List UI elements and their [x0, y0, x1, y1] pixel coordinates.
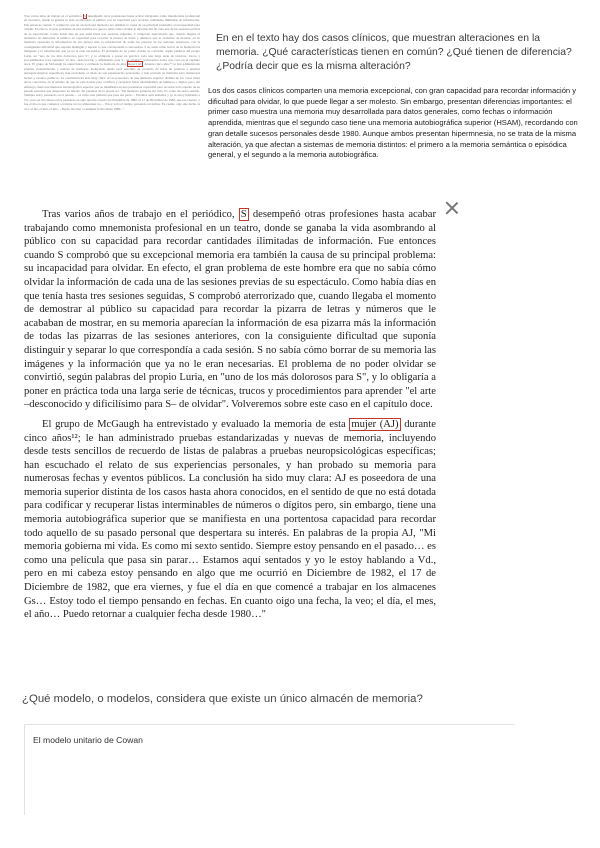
close-icon[interactable] [444, 200, 460, 216]
scan-p2-pre: El grupo de McGaugh ha entrevistado y evaluado la memoria de esta [42, 418, 350, 430]
thumb-text-1-post: desempeñó otras profesiones hasta acabar trabajando como mnemonista profesional en un teatro, donde se ganaba la vida asombrando al público con su capacidad para recordar cantidades ilimitadas de información. Fue entonces cuando S comprobó que su excepcional memoria era también la causa de su principal problema: su incapacidad para olvidar. En efecto, el gran problema de este hombre era que no sabía cómo olvidar la información de cada una de las sesiones previas de su espectáculo. Como había días en que tenía hasta tres sesiones seguidas, S comprobó aterrorizado que, cuando llegaba el momento de demostrar al público su capacidad para recordar la pizarra de letras y números que le acababan de mostrar, en su memoria aparecían la información de esa pizarra más la información de todas las pizarras de las sesiones anteriores, con la consiguiente dificultad que suponía distinguir y separar lo que correspondía a cada sesión. S no sabía cómo borrar de su memoria las imágenes y la información que ya no le eran necesarias. El problema de no poder olvidar se convirtió, según palabras del propio Luria, en "uno de los más dolorosos para S", y lo obligaría a poner en práctica toda una larga serie de técnicas, trucos y procedimientos para aprender "el arte –desconocido y dificilísimo para S– de olvidar". Volveremos sobre este caso en el capítulo doce. [24, 14, 200, 67]
thumb-mark-s: S [84, 14, 86, 18]
question-bottom: ¿Qué modelo, o modelos, considera que existe un único almacén de memoria? [22, 693, 423, 705]
scan-paragraph-1 [24, 208, 436, 412]
thumb-text-2-post: durante cinco años¹²; le han administrado pruebas estandarizadas y nuevas de memoria, incluyendo desde tests sencillos de recuerdo de listas de palabras a pruebas neuropsicológicas específicas; han escuchado el relato de sus experiencias personales, y han probado su memoria para numerosas fechas y eventos públicos. La conclusión ha sido muy clara: AJ es poseedora de una memoria superior distinta de los casos hasta ahora conocidos, en el sentido de que no está dotada para codificar y recuperar listas interminables de números o dígitos pero, sin embargo, tiene una memoria autobiográfica superior que se manifiesta en una portentosa capacidad para recordar todo aquello de su pasado personal que despertara su interés. En palabras de la propia AJ, "Mi memoria gobierna mi vida. Es como mi sexto sentido. Siempre estoy pensando en el pasado… es como una película que pasa sin parar… Estamos aquí sentados y yo le estoy hablando a Vd., pero en mi cabeza estoy pensando en algo que me ocurrió en Diciembre de 1982, el 17 de Diciembre de 1982, que era viernes, y fue el día en que comencé a trabajar en los almacenes Gs… Estoy todo el tiempo pensando en fechas. En cuanto oigo una fecha, la veo; el día, el mes, el año… Puedo retornar a cualquier fecha desde 1980…" [24, 62, 200, 111]
scan-p1-post: desempeñó otras profesiones hasta acabar trabajando como mnemonista profesional en un teatro, donde se ganaba la vida asombrando al público con su capacidad para recordar cantidades ilimitadas de información. Fue entonces cuando S comprobó que su excepcional memoria era también la causa de su principal problema: su incapacidad para olvidar. En efecto, el gran problema de este hombre era que no sabía cómo olvidar la información de cada una de las sesiones previas de su espectáculo. Como había días en que tenía hasta tres sesiones seguidas, S comprobó aterrorizado que, cuando llegaba el momento de demostrar al público su capacidad para recordar la pizarra de letras y números que le acababan de mostrar, en su memoria aparecían la información de esa pizarra más la información de todas las pizarras de las sesiones anteriores, con la consiguiente dificultad que suponía distinguir y separar lo que correspondía a cada sesión. S no sabía cómo borrar de su memoria las imágenes y la información que ya no le eran necesarias. El problema de no poder olvidar se convirtió, según palabras del propio Luria, en "uno de los más dolorosos para S", y lo obligaría a poner en práctica toda una larga serie de técnicas, trucos y procedimientos para aprender "el arte –desconocido y dificilísimo para S– de olvidar". Volveremos sobre este caso en el capítulo doce. [24, 209, 436, 411]
thumb-text-2-pre: El grupo de McGaugh ha entrevistado y evaluado la memoria de esta [32, 62, 127, 67]
scan-p1-pre: Tras varios años de trabajo en el periódico, [42, 209, 239, 220]
page-thumbnail [24, 14, 200, 200]
question-top: En en el texto hay dos casos clínicos, que muestran alteraciones en la memoria. ¿Qué características tienen en común? ¿Qué tienen de diferencia? ¿Podría decir que es la misma alteración? [216, 33, 572, 72]
answer-top: Los dos casos clínicos comparten una memoria excepcional, con gran capacidad para recordar información y dificultad para olvidar, lo que puede llegar a ser molesto. Sin embargo, presentan diferencias importantes: el primer caso muestra una memoria muy desarrollada para datos generales, como fechas o información aprendida, mientras que el segundo caso tiene una memoria autobiográfica superior (HSAM), recordando con gran detalle sucesos personales desde 1980. Aunque ambos presentan hipermnesia, no se trata de la misma alteración, ya que afectan a sistemas de memoria distintos: el primero a la memoria semántica o episódica general, y el segundo a la memoria autobiográfica. [208, 86, 578, 160]
scan-paragraph-2 [24, 418, 436, 622]
answer-bottom-text: El modelo unitario de Cowan [33, 735, 143, 745]
answer-textbox[interactable] [24, 724, 515, 815]
thumb-text-1-pre: Tras varios años de trabajo en el periódico, [24, 14, 84, 18]
scan-p2-post: durante cinco años¹²; le han administrado pruebas estandarizadas y nuevas de memoria, incluyendo desde tests sencillos de recuerdo de listas de palabras a pruebas neuropsicológicas específicas; han escuchado el relato de sus experiencias personales, y han probado su memoria para numerosas fechas y eventos públicos. La conclusión ha sido muy clara: AJ es poseedora de una memoria superior distinta de los casos hasta ahora conocidos, en el sentido de que no está dotada para codificar y recuperar listas interminables de números o dígitos pero, sin embargo, tiene una memoria autobiográfica superior que se manifiesta en una portentosa capacidad para recordar todo aquello de su pasado personal que despertara su interés. En palabras de la propia AJ, "Mi memoria gobierna mi vida. Es como mi sexto sentido. Siempre estoy pensando en el pasado… es como una película que pasa sin parar… Estamos aquí sentados y yo le estoy hablando a Vd., pero en mi cabeza estoy pensando en algo que me ocurrió en Diciembre de 1982, el 17 de Diciembre de 1982, que era viernes, y fue el día en que comencé a trabajar en los almacenes Gs… Estoy todo el tiempo pensando en fechas. En cuanto oigo una fecha, la veo; el día, el mes, el año… Puedo retornar a cualquier fecha desde 1980…" [24, 418, 436, 621]
scanned-page [24, 208, 436, 622]
thumb-mark-aj: mujer (AJ) [127, 62, 143, 67]
highlight-s: S [240, 209, 247, 220]
highlight-aj: mujer (AJ) [351, 418, 399, 430]
